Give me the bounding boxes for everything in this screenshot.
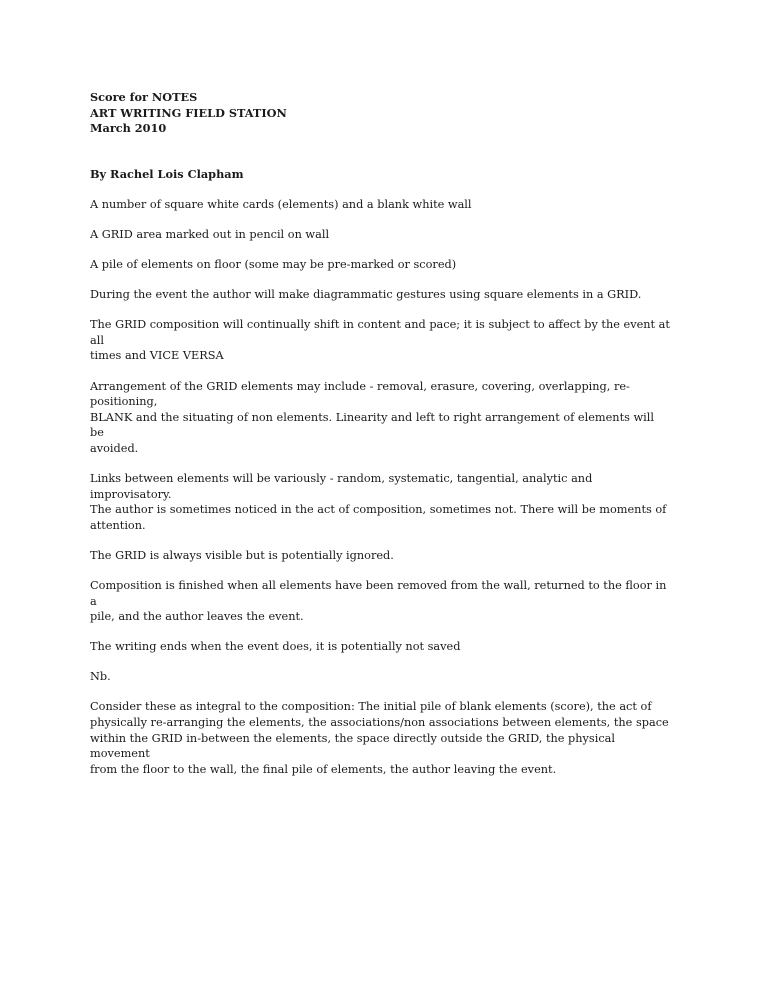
paragraph-line: physically re-arranging the elements, the associations/non associations between elements, the space — [90, 716, 669, 730]
document-page — [90, 90, 670, 777]
paragraph — [90, 317, 670, 364]
paragraph-line: A GRID area marked out in pencil on wall — [90, 227, 330, 241]
body-text — [90, 197, 670, 778]
paragraph-line: times and VICE VERSA — [90, 349, 224, 363]
paragraph-line: Composition is finished when all elements have been removed from the wall, returned to the floor in a — [90, 578, 667, 608]
author-line: By Rachel Lois Clapham — [90, 166, 244, 181]
header-subtitle: ART WRITING FIELD STATION — [90, 105, 287, 120]
paragraph — [90, 471, 670, 533]
paragraph — [90, 578, 670, 625]
paragraph — [90, 227, 670, 243]
header-date: March 2010 — [90, 121, 167, 136]
paragraph-line: from the floor to the wall, the final pile of elements, the author leaving the event. — [90, 762, 557, 776]
paragraph-line: The writing ends when the event does, it is potentially not saved — [90, 640, 461, 654]
paragraph — [90, 197, 670, 213]
paragraph-line: The author is sometimes noticed in the act of composition, sometimes not. There will be moments of — [90, 503, 667, 517]
paragraph-line: BLANK and the situating of non elements. Linearity and left to right arrangement of elements will be — [90, 410, 655, 440]
paragraph-line: A number of square white cards (elements) and a blank white wall — [90, 197, 472, 211]
paragraph-line: avoided. — [90, 441, 139, 455]
paragraph-line: During the event the author will make diagrammatic gestures using square elements in a GRID. — [90, 288, 642, 302]
paragraph-line: The GRID is always visible but is potentially ignored. — [90, 548, 394, 562]
header-title: Score for NOTES — [90, 90, 198, 104]
paragraph — [90, 379, 670, 457]
paragraph-line: Consider these as integral to the composition: The initial pile of blank elements (score), the act of — [90, 700, 652, 714]
paragraph-line: attention. — [90, 518, 146, 532]
paragraph-line: Links between elements will be variously - random, systematic, tangential, analytic and improvisatory. — [90, 472, 593, 501]
paragraph — [90, 548, 670, 564]
paragraph — [90, 257, 670, 273]
document-header — [90, 90, 670, 137]
paragraph — [90, 287, 670, 303]
paragraph-line: Nb. — [90, 670, 111, 684]
paragraph-line: positioning, — [90, 395, 158, 409]
paragraph-line: The GRID composition will continually shift in content and pace; it is subject to affect by the event at all — [90, 318, 670, 347]
paragraph-line: within the GRID in-between the elements, the space directly outside the GRID, the physical movement — [90, 731, 616, 761]
paragraph-line: pile, and the author leaves the event. — [90, 610, 304, 624]
paragraph-line: Arrangement of the GRID elements may include - removal, erasure, covering, overlapping, re- — [90, 379, 630, 393]
paragraph — [90, 639, 670, 655]
paragraph — [90, 669, 670, 685]
paragraph — [90, 699, 670, 777]
paragraph-line: A pile of elements on floor (some may be pre-marked or scored) — [90, 258, 457, 272]
